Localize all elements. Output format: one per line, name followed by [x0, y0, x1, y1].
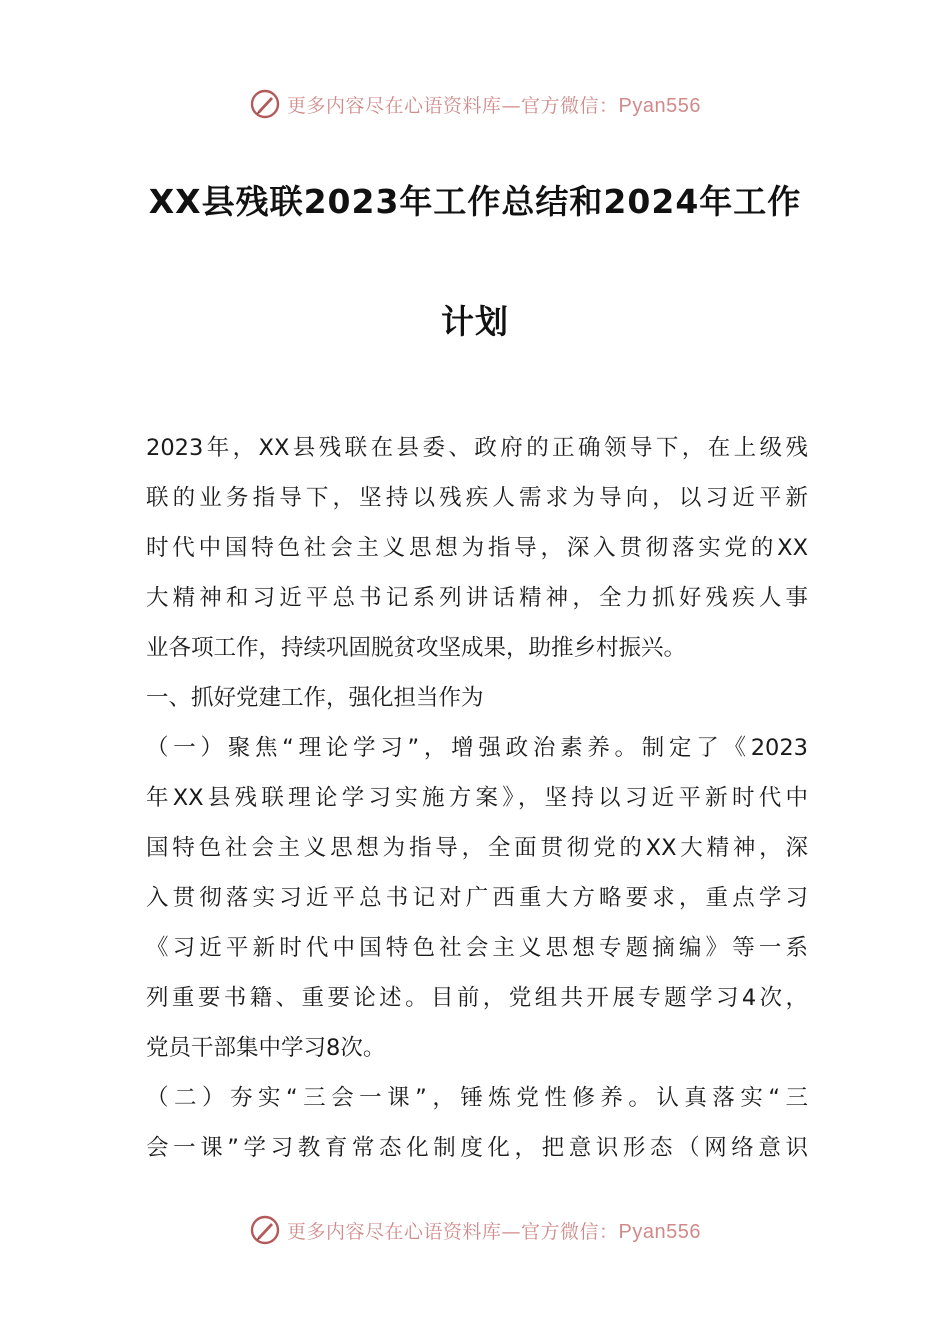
body-line: 《习近平新时代中国特色社会主义思想专题摘编》等一系	[146, 935, 808, 961]
section-heading: 一、抓好党建工作，强化担当作为	[146, 685, 484, 711]
watermark-text	[287, 1217, 701, 1244]
watermark-label: 更多内容尽在心语资料库—官方微信：	[287, 94, 619, 117]
body-line: （一）聚焦“理论学习”，增强政治素养。制定了《2023	[146, 735, 808, 761]
watermark-wechat-id: Pyan556	[618, 94, 701, 117]
watermark-header	[0, 84, 950, 124]
document-title-line-2: 计划	[441, 302, 509, 341]
body-line: 年XX县残联理论学习实施方案》，坚持以习近平新时代中	[146, 785, 808, 811]
body-line: 业各项工作，持续巩固脱贫攻坚成果，助推乡村振兴。	[146, 635, 687, 661]
body-line: 列重要书籍、重要论述。目前，党组共开展专题学习4次，	[146, 985, 808, 1011]
watermark-wechat-id: Pyan556	[618, 1220, 701, 1243]
watermark-label: 更多内容尽在心语资料库—官方微信：	[287, 1220, 619, 1243]
body-line: 大精神和习近平总书记系列讲话精神，全力抓好残疾人事	[146, 585, 808, 611]
body-line: 2023年，XX县残联在县委、政府的正确领导下，在上级残	[146, 435, 808, 461]
watermark-text	[287, 91, 701, 118]
pen-logo-icon	[249, 88, 281, 120]
document-body	[146, 428, 808, 1178]
body-line: 会一课”学习教育常态化制度化，把意识形态（网络意识	[146, 1135, 808, 1161]
body-line: 党员干部集中学习8次。	[146, 1035, 386, 1061]
document-title-line-1: XX县残联2023年工作总结和2024年工作	[148, 182, 802, 221]
watermark-footer	[0, 1210, 950, 1250]
body-line: （二）夯实“三会一课”，锤炼党性修养。认真落实“三	[146, 1085, 808, 1111]
body-line: 入贯彻落实习近平总书记对广西重大方略要求，重点学习	[146, 885, 808, 911]
pen-logo-icon	[249, 1214, 281, 1246]
body-line: 时代中国特色社会主义思想为指导，深入贯彻落实党的XX	[146, 535, 808, 561]
body-line: 国特色社会主义思想为指导，全面贯彻党的XX大精神，深	[146, 835, 808, 861]
body-line: 联的业务指导下，坚持以残疾人需求为导向，以习近平新	[146, 485, 808, 511]
